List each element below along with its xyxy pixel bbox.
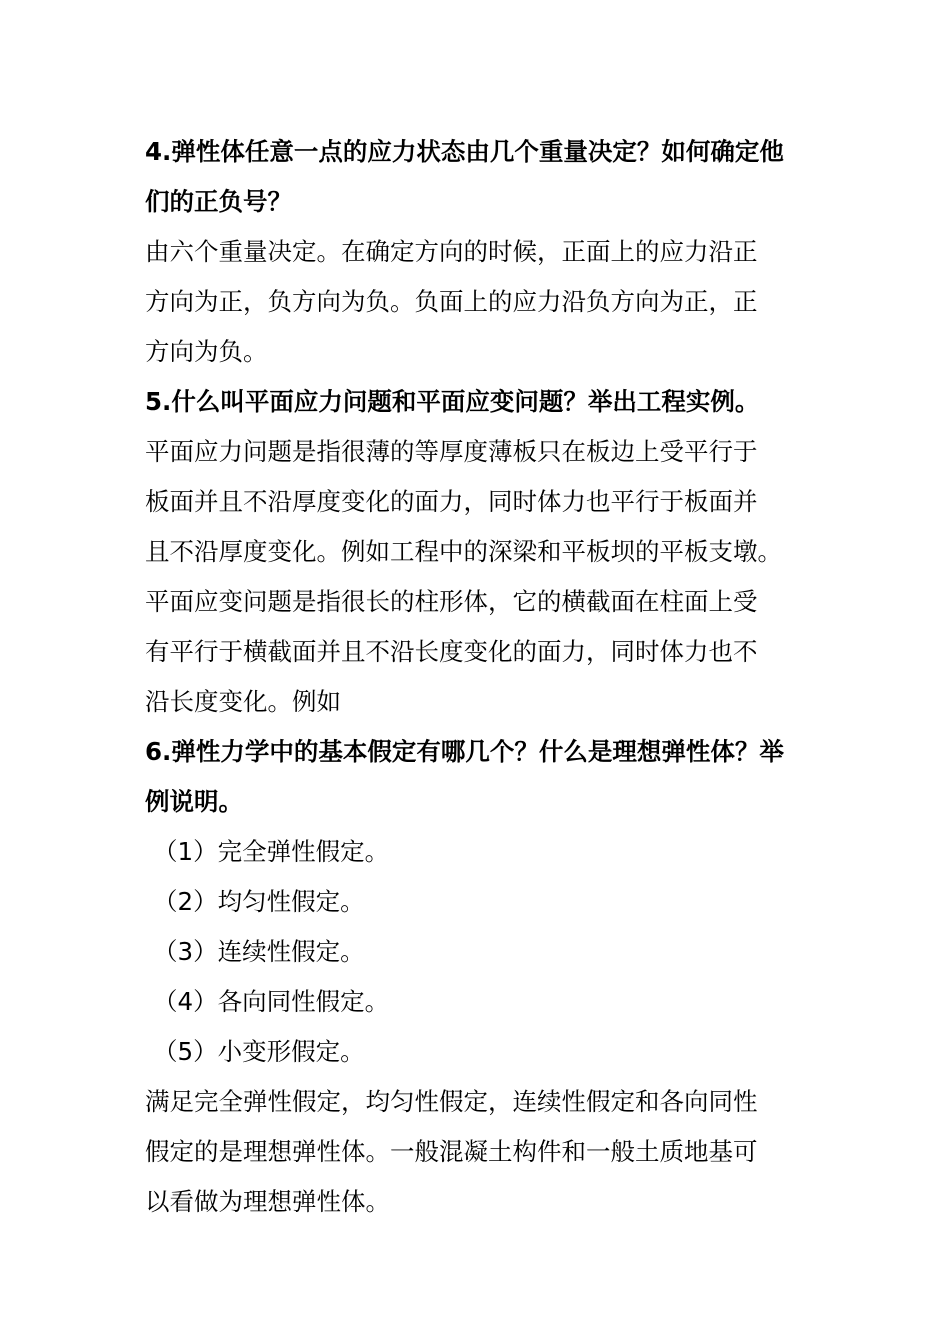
answer-5-line-4: 平面应变问题是指很长的柱形体，它的横截面在柱面上受 [145,587,758,616]
answer-4-line-2: 方向为正，负方向为负。负面上的应力沿负方向为正，正 [145,287,758,316]
answer-6-line-1: 满足完全弹性假定，均匀性假定，连续性假定和各向同性 [145,1087,758,1116]
list-item-2: （2）均匀性假定。 [153,887,365,916]
question-6-line-1: 6.弹性力学中的基本假定有哪几个？什么是理想弹性体？举 [145,737,784,766]
answer-6-line-3: 以看做为理想弹性体。 [145,1187,390,1216]
answer-6-line-2: 假定的是理想弹性体。一般混凝土构件和一般土质地基可 [145,1137,758,1166]
list-item-4: （4）各向同性假定。 [153,987,390,1016]
answer-5-line-2: 板面并且不沿厚度变化的面力，同时体力也平行于板面并 [145,487,758,516]
question-4-line-2: 们的正负号？ [145,187,292,216]
document-body [145,127,810,1227]
answer-5-line-5: 有平行于横截面并且不沿长度变化的面力，同时体力也不 [145,637,758,666]
answer-5-line-6: 沿长度变化。例如 [145,687,341,716]
answer-5-line-3: 且不沿厚度变化。例如工程中的深梁和平板坝的平板支墩。 [145,537,782,566]
question-6-line-2: 例说明。 [145,787,243,816]
question-4-line-1: 4.弹性体任意一点的应力状态由几个重量决定？如何确定他 [145,137,784,166]
list-item-5: （5）小变形假定。 [153,1037,365,1066]
question-5-line-1: 5.什么叫平面应力问题和平面应变问题？举出工程实例。 [145,387,760,416]
list-item-3: （3）连续性假定。 [153,937,365,966]
answer-4-line-1: 由六个重量决定。在确定方向的时候，正面上的应力沿正 [145,237,758,266]
list-item-1: （1）完全弹性假定。 [153,837,390,866]
answer-4-line-3: 方向为负。 [145,337,268,366]
answer-5-line-1: 平面应力问题是指很薄的等厚度薄板只在板边上受平行于 [145,437,758,466]
